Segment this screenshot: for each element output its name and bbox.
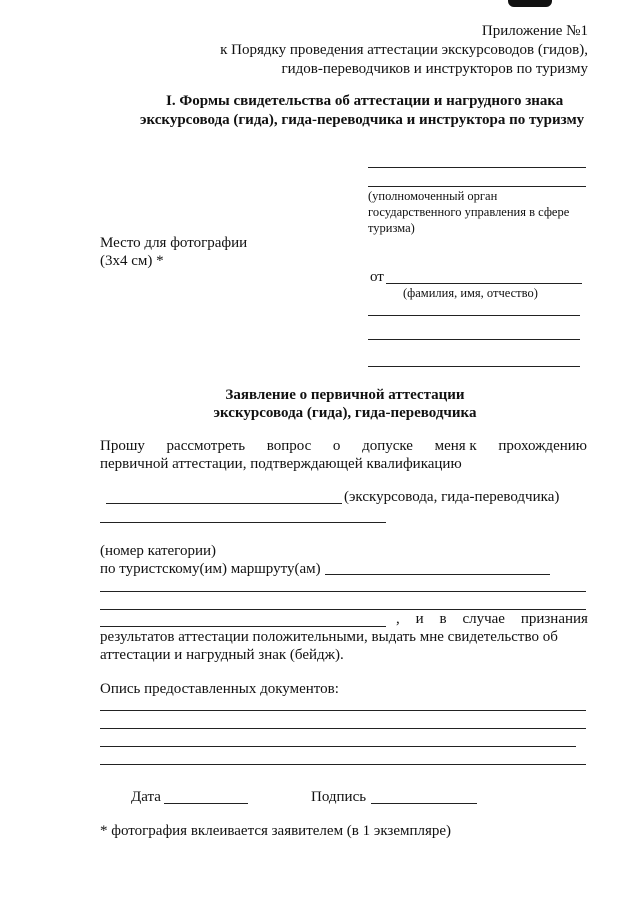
- request-word: меня к: [434, 438, 477, 454]
- request-word: прохождению: [498, 438, 587, 454]
- route-blank-line[interactable]: [325, 574, 550, 575]
- route-blank-line-2[interactable]: [100, 591, 586, 592]
- request-word: рассмотреть: [166, 438, 246, 454]
- appendix-number: Приложение №1: [481, 23, 588, 39]
- date-label: Дата: [131, 789, 161, 805]
- request-result-line: результатов аттестации положительными, выдать мне свидетельство об: [100, 629, 558, 645]
- qualification-hint: (экскурсовода, гида-переводчика): [344, 489, 560, 505]
- request-word: вопрос: [266, 438, 312, 454]
- request-badge-line: аттестации и нагрудный знак (бейдж).: [100, 647, 344, 663]
- documents-line-1[interactable]: [100, 710, 586, 711]
- documents-label: Опись предоставленных документов:: [100, 681, 339, 697]
- request-word: Прошу: [100, 438, 145, 454]
- category-hint: (номер категории): [100, 543, 217, 559]
- statement-title-line-2: экскурсовода (гида), гида-переводчика: [213, 405, 477, 421]
- photo-size-label: (3х4 см) *: [100, 253, 164, 269]
- continuation-word: в: [439, 611, 447, 627]
- appendix-line-3: гидов-переводчиков и инструкторов по туризму: [281, 61, 588, 77]
- continuation-word: случае: [462, 611, 505, 627]
- from-blank-line-1[interactable]: [368, 315, 580, 316]
- documents-line-2[interactable]: [100, 728, 586, 729]
- from-name-hint: (фамилия, имя, отчество): [403, 286, 538, 300]
- section-title-line-2: экскурсовода (гида), гида-переводчика и инструктора по туризму: [140, 112, 585, 128]
- request-word: допуске: [362, 438, 413, 454]
- qualification-blank-line[interactable]: [106, 503, 342, 504]
- continuation-word: признания: [520, 611, 588, 627]
- statement-title-line-1: Заявление о первичной аттестации: [225, 387, 465, 403]
- authority-blank-line-1[interactable]: [368, 167, 586, 168]
- scan-mark: [508, 0, 552, 7]
- request-line-2: первичной аттестации, подтверждающей квалификацию: [100, 456, 462, 472]
- footnote: * фотография вклеивается заявителем (в 1 экземпляре): [100, 823, 452, 839]
- from-label: от: [370, 269, 384, 285]
- request-continuation: [396, 610, 588, 628]
- section-title-line-1: I. Формы свидетельства об аттестации и нагрудного знака: [166, 93, 564, 109]
- signature-label: Подпись: [311, 789, 367, 805]
- from-blank-line-3[interactable]: [368, 366, 580, 367]
- from-blank-line-2[interactable]: [368, 339, 580, 340]
- request-word: о: [332, 438, 341, 454]
- photo-placeholder-label: Место для фотографии: [100, 235, 248, 251]
- route-blank-line-4[interactable]: [100, 626, 386, 627]
- documents-line-3[interactable]: [100, 746, 576, 747]
- appendix-line-2: к Порядку проведения аттестации экскурсоводов (гидов),: [220, 42, 588, 58]
- from-name-line[interactable]: [386, 283, 582, 284]
- authority-hint-1: (уполномоченный орган: [368, 189, 498, 203]
- qualification-blank-line-2[interactable]: [100, 522, 386, 523]
- date-line[interactable]: [164, 803, 248, 804]
- authority-blank-line-2[interactable]: [368, 186, 586, 187]
- signature-line[interactable]: [371, 803, 477, 804]
- request-line-1: [100, 437, 587, 455]
- authority-hint-3: туризма): [368, 221, 415, 235]
- continuation-word: ,: [396, 611, 400, 627]
- continuation-word: и: [415, 611, 424, 627]
- route-label: по туристскому(им) маршруту(ам): [100, 561, 321, 577]
- authority-hint-2: государственного управления в сфере: [368, 205, 570, 219]
- documents-line-4[interactable]: [100, 764, 586, 765]
